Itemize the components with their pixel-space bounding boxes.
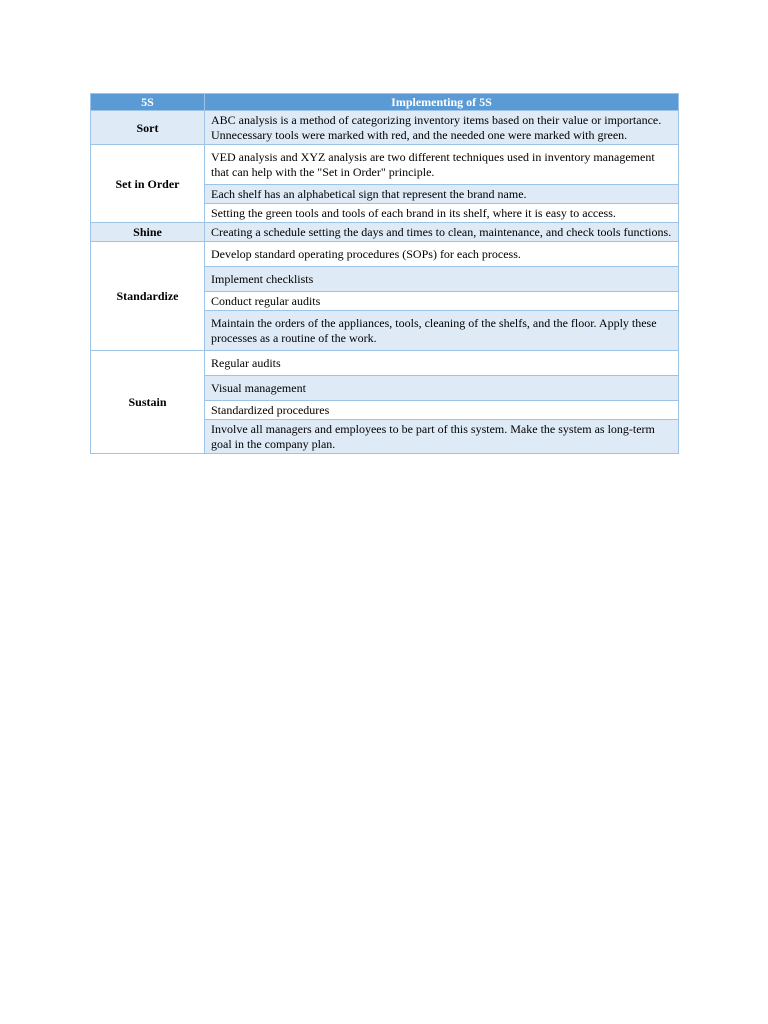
table-header-row: [91, 94, 679, 111]
table-cell: Creating a schedule setting the days and times to clean, maintenance, and check tools functions.: [205, 223, 679, 242]
header-implementing: Implementing of 5S: [205, 94, 679, 111]
implementation-table: [90, 93, 679, 454]
category-shine: Shine: [91, 223, 205, 242]
table-row: [91, 223, 679, 242]
category-standardize: Standardize: [91, 242, 205, 351]
table-cell: Develop standard operating procedures (SOPs) for each process.: [205, 242, 679, 267]
table-cell: Maintain the orders of the appliances, tools, cleaning of the shelfs, and the floor. Apply these processes as a routine of the work.: [205, 311, 679, 351]
table-row: [91, 111, 679, 145]
table-cell: VED analysis and XYZ analysis are two different techniques used in inventory management that can help with the "Set in Order" principle.: [205, 145, 679, 185]
table-cell: Setting the green tools and tools of each brand in its shelf, where it is easy to access.: [205, 204, 679, 223]
category-sort: Sort: [91, 111, 205, 145]
table-row: [91, 351, 679, 376]
table-cell: Implement checklists: [205, 267, 679, 292]
header-5s: 5S: [91, 94, 205, 111]
table-cell: ABC analysis is a method of categorizing inventory items based on their value or importance. Unnecessary tools were marked with red, and the needed one were marked with green.: [205, 111, 679, 145]
table-cell: Each shelf has an alphabetical sign that represent the brand name.: [205, 185, 679, 204]
category-sustain: Sustain: [91, 351, 205, 454]
table-cell: Conduct regular audits: [205, 292, 679, 311]
table-row: [91, 242, 679, 267]
table-row: [91, 145, 679, 185]
table-cell: Involve all managers and employees to be part of this system. Make the system as long-term goal in the company plan.: [205, 420, 679, 454]
table-cell: Regular audits: [205, 351, 679, 376]
table-cell: Visual management: [205, 376, 679, 401]
table-cell: Standardized procedures: [205, 401, 679, 420]
category-set-in-order: Set in Order: [91, 145, 205, 223]
